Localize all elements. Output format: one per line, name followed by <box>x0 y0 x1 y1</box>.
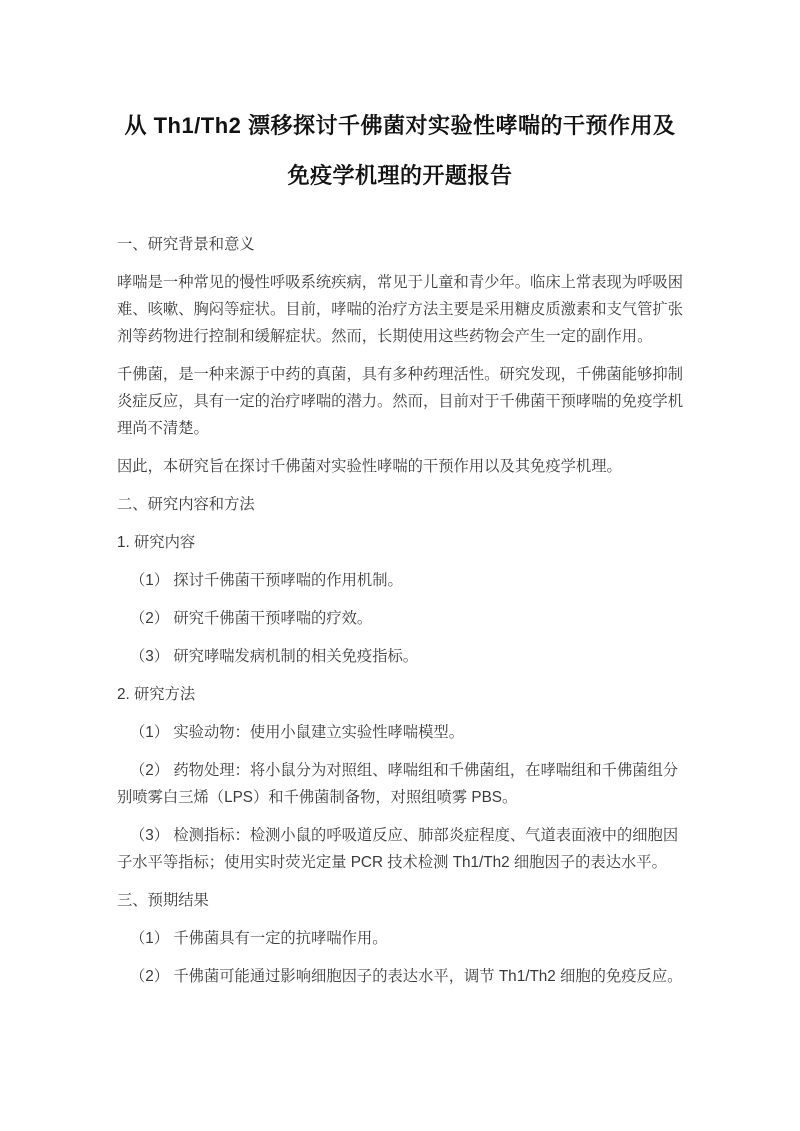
paragraph-study-aim: 因此，本研究旨在探讨千佛菌对实验性哮喘的干预作用以及其免疫学机理。 <box>117 458 622 475</box>
paragraph-asthma-overview: 哮喘是一种常见的慢性呼吸系统疾病，常见于儿童和青少年。临床上常表现为呼吸困难、咳嗽、胸闷等症状。目前，哮喘的治疗方法主要是采用糖皮质激素和支气管扩张剂等药物进行控制和缓解症状。然而，长期使用这些药物会产生一定的副作用。 <box>117 274 683 345</box>
list-item-expected-2: （2） 千佛菌可能通过影响细胞因子的表达水平，调节 Th1/Th2 细胞的免疫反应。 <box>130 968 683 985</box>
document-title: 从 Th1/Th2 漂移探讨千佛菌对实验性哮喘的干预作用及免疫学机理的开题报告 <box>124 113 676 188</box>
list-item-method-2: （2） 药物处理：将小鼠分为对照组、哮喘组和千佛菌组，在哮喘组和千佛菌组分别喷雾白三烯（LPS）和千佛菌制备物，对照组喷雾 PBS。 <box>117 762 679 806</box>
section-heading-methods: 二、研究内容和方法 <box>117 496 255 513</box>
section-heading-expected-results: 三、预期结果 <box>117 892 209 909</box>
list-item-method-1: （1） 实验动物：使用小鼠建立实验性哮喘模型。 <box>130 724 464 741</box>
list-item-expected-1: （1） 千佛菌具有一定的抗哮喘作用。 <box>130 930 388 947</box>
list-item-method-3: （3） 检测指标：检测小鼠的呼吸道反应、肺部炎症程度、气道表面液中的细胞因子水平等指标；使用实时荧光定量 PCR 技术检测 Th1/Th2 细胞因子的表达水平。 <box>117 827 679 871</box>
list-item-content-1: （1） 探讨千佛菌干预哮喘的作用机制。 <box>130 572 403 589</box>
list-item-content-3: （3） 研究哮喘发病机制的相关免疫指标。 <box>130 648 419 665</box>
subheading-research-content: 1. 研究内容 <box>117 534 196 551</box>
subheading-research-method: 2. 研究方法 <box>117 686 196 703</box>
list-item-content-2: （2） 研究千佛菌干预哮喘的疗效。 <box>130 610 373 627</box>
section-heading-background: 一、研究背景和意义 <box>117 236 255 253</box>
paragraph-qianfo-fungus: 千佛菌，是一种来源于中药的真菌，具有多种药理活性。研究发现，千佛菌能够抑制炎症反应，具有一定的治疗哮喘的潜力。然而，目前对于千佛菌干预哮喘的免疫学机理尚不清楚。 <box>117 366 683 437</box>
